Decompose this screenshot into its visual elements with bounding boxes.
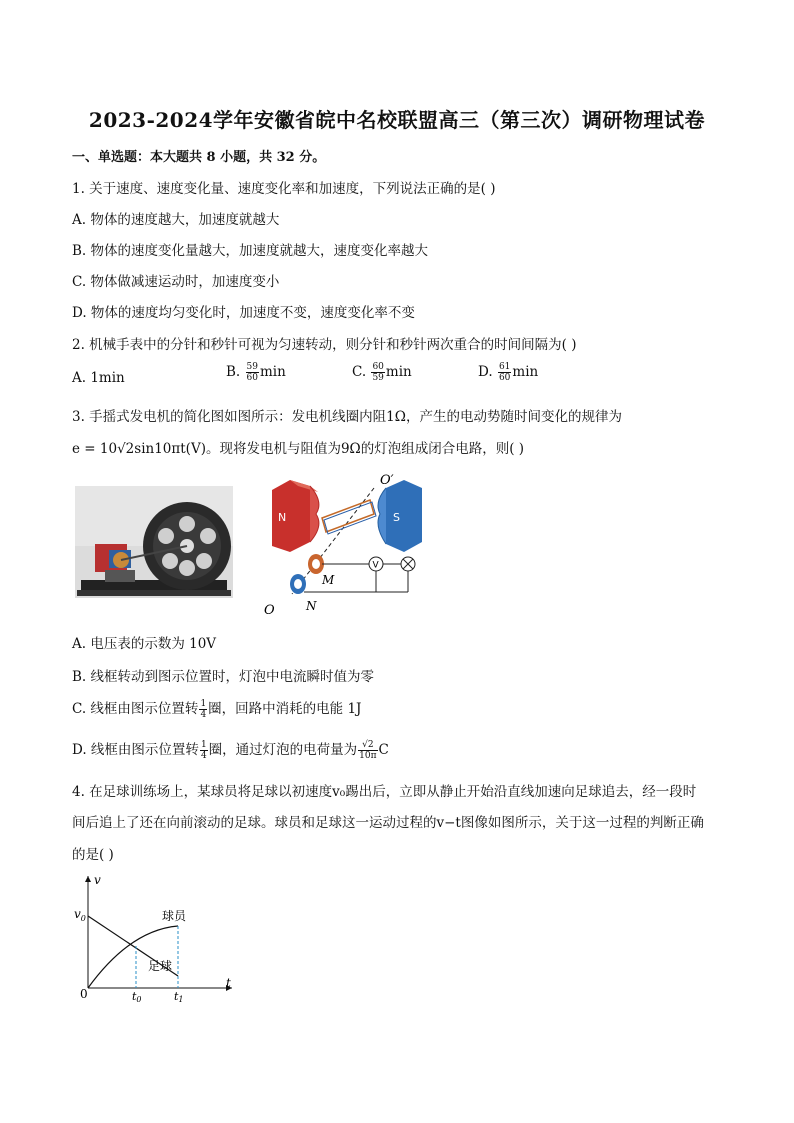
q1-option-b: B. 物体的速度变化量越大，加速度就越大，速度变化率越大 (72, 243, 429, 259)
magnet-n-label: N (278, 511, 287, 524)
t1-label: t1 (174, 990, 184, 1002)
q3-option-c: C. 线框由图示位置转 $\frac{1}{4}$ 圈，回路中消耗的电能 1J (72, 699, 362, 720)
brush-m-label: M (322, 573, 335, 587)
voltmeter-label: V (372, 560, 379, 571)
q1-stem: 1. 关于速度、速度变化量、速度变化率和加速度，下列说法正确的是( ) (72, 181, 496, 197)
q3-option-a: A. 电压表的示数为 10V (72, 636, 217, 652)
ball-label: 足球 (148, 959, 173, 973)
q4-stem-line1: 4. 在足球训练场上，某球员将足球以初速度v₀踢出后，立即从静止开始沿直线加速向足球追去，经一段时 (72, 784, 697, 800)
brush-n-label: N (306, 599, 317, 613)
section-heading: 一、单选题：本大题共 8 小题，共 32 分。 (72, 150, 326, 165)
q3-stem-line1: 3. 手摇式发电机的简化图如图所示：发电机线圈内阻1Ω，产生的电动势随时间变化的规律为 (72, 409, 622, 425)
generator-schematic (262, 468, 422, 618)
player-label: 球员 (162, 909, 187, 923)
v0-label: $v_0$ (74, 907, 86, 923)
q1-option-d: D. 物体的速度均匀变化时，加速度不变，速度变化率不变 (72, 305, 415, 321)
q1-option-c: C. 物体做减速运动时，加速度变小 (72, 274, 280, 290)
q1-option-a: A. 物体的速度越大，加速度就越大 (72, 212, 280, 228)
q3-option-b: B. 线框转动到图示位置时，灯泡中电流瞬时值为零 (72, 669, 375, 685)
q2-option-c: C. $\frac{60}{59}$ min (352, 362, 412, 383)
magnet-s-label: S (393, 511, 400, 524)
v-axis-label: v (94, 873, 101, 887)
q3-option-d: D. 线框由图示位置转 $\frac{1}{4}$ 圈，通过灯泡的电荷量为 $\frac{√2}{10\pi}$ C (72, 740, 389, 761)
q4-stem-line2: 间后追上了还在向前滚动的足球。球员和足球这一运动过程的v−t图像如图所示，关于这一过程的判断正确 (72, 815, 704, 831)
q2-option-b: B. $\frac{59}{60}$ min (226, 362, 286, 383)
origin-label: 0 (80, 987, 88, 1001)
q2-stem: 2. 机械手表中的分针和秒针可视为匀速转动，则分针和秒针两次重合的时间间隔为( ) (72, 337, 577, 353)
q2-option-d: D. $\frac{61}{60}$ min (478, 362, 539, 383)
t0-label: t0 (132, 990, 142, 1002)
axis-o-prime-label: O′ (380, 473, 394, 488)
t-axis-label: t (226, 976, 231, 990)
vt-graph (70, 870, 240, 1002)
generator-photo (75, 486, 233, 598)
player-curve (88, 926, 178, 988)
axis-o-label: O (264, 603, 275, 618)
q4-stem-line3: 的是( ) (72, 847, 114, 863)
q3-stem-line2: e = 10√2sin10πt(V)。现将发电机与阻值为9Ω的灯泡组成闭合电路，则( ) (72, 441, 525, 457)
q2-option-a: A. 1min (72, 370, 125, 386)
page-title: 2023-2024学年安徽省皖中名校联盟高三（第三次）调研物理试卷 (88, 108, 706, 132)
